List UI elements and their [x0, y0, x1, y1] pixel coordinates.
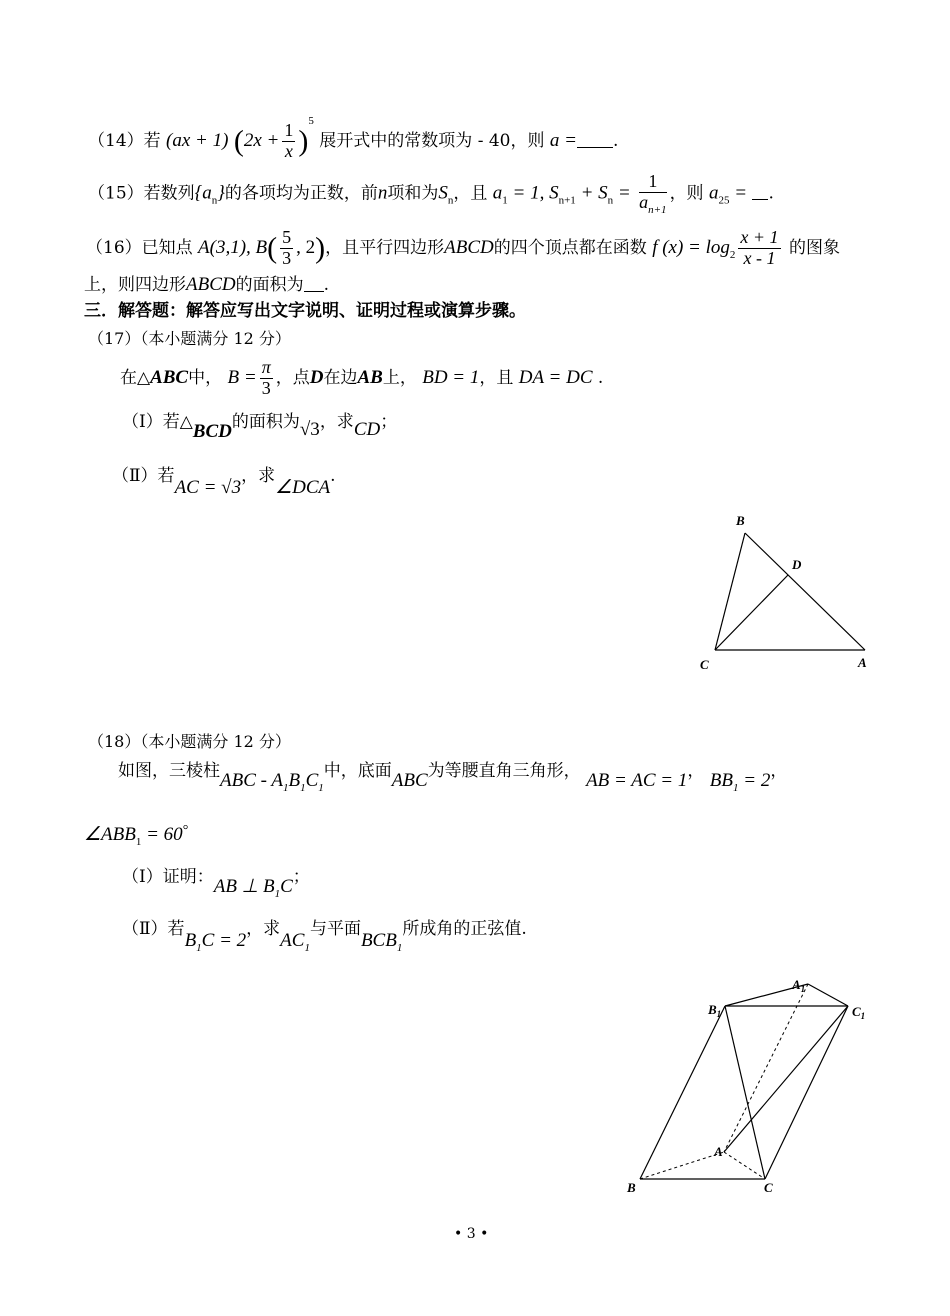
section3-heading: 三．解答题：解答应写出文字说明、证明过程或演算步骤。 [84, 301, 526, 321]
q18-l1b: 中，底面 [323, 761, 392, 781]
q18-angle-rest: = 60 [141, 824, 183, 845]
label-A1: $A_1$ [792, 977, 806, 994]
q17-p2e: . [330, 466, 336, 486]
q18-angle-a: ∠ABB [84, 824, 136, 845]
q18-p2f: 与平面 [309, 919, 361, 939]
q15-frac-den-sub: n+1 [648, 203, 667, 216]
q18-p2-ac1 [280, 930, 310, 954]
label-B: B [627, 1180, 636, 1195]
q18-angle [84, 823, 188, 849]
q17-p2d: ∠DCA [275, 477, 331, 498]
q15-cond1: = 1, S [507, 182, 559, 204]
paren-left: ( [267, 231, 278, 265]
q16-line2b: ABCD [186, 274, 236, 295]
edge-A-C [724, 1152, 765, 1179]
q14-frac-den: x [284, 141, 293, 161]
paren-right: ) [298, 124, 309, 158]
q18-p2a: （Ⅱ）若 [122, 919, 185, 939]
q17-statement [120, 358, 603, 399]
q15-number: （15）若数列 [88, 183, 195, 204]
q15-cond2-sub: n+1 [558, 194, 576, 207]
q16-bfrac-num: 5 [282, 227, 292, 247]
q17-l1b: 中， [188, 367, 223, 388]
q16-ffrac-den: x - 1 [743, 247, 776, 268]
q17-p1g: ； [380, 412, 398, 432]
q17-p1b: BCD [192, 421, 232, 442]
edge-CD [715, 575, 788, 650]
q17-p2c: ，求 [241, 466, 276, 486]
q18-prism [220, 770, 324, 794]
q18-comma2: ， [770, 761, 788, 781]
q17-p1a: （Ⅰ）若△ [122, 412, 193, 432]
edge-B1-C [725, 1006, 765, 1179]
q16-line2a: 上，则四边形 [84, 275, 186, 295]
q18-abc: ABC [391, 770, 428, 791]
q16-blank[interactable] [304, 275, 324, 292]
q17-header: （17）（本小题满分 12 分） [88, 329, 291, 348]
q17-l1a: 在△ [120, 367, 151, 388]
q17-p1c: 的面积为 [231, 412, 300, 432]
edge-A1-C1 [808, 984, 848, 1006]
page-number: • 3 • [454, 1226, 489, 1242]
q18-p2b-sub: 1 [196, 942, 202, 954]
q18-p2-plane [360, 930, 403, 954]
label-B1: $B_1$ [708, 1002, 722, 1019]
q18-p2d: ，求 [246, 919, 281, 939]
q15-seq-sub: n [211, 194, 218, 207]
q18-p1d: ； [292, 867, 310, 887]
q15-text4: ，则 [669, 183, 704, 204]
q18-eq1: AB = AC = 1 [586, 770, 688, 791]
q17-DA: DA = DC [518, 366, 593, 388]
q14-period: . [612, 131, 619, 151]
q18-p1a: （Ⅰ）证明： [122, 867, 214, 887]
q18-p1b-sub: 1 [274, 888, 281, 900]
q17-three: 3 [261, 377, 271, 398]
q15-text3: ，且 [453, 183, 488, 204]
q18-p2e: AC [280, 930, 305, 951]
q15-eq: = [729, 182, 748, 204]
q16-text1: ，且平行四边形 [325, 237, 445, 258]
q14-number: （14）若 [88, 131, 161, 151]
q17-frac [260, 358, 273, 399]
q15-S-sub: n [447, 194, 454, 207]
q17-abc: ABC [150, 366, 189, 388]
q17-p2b: AC = √3 [174, 477, 242, 498]
q18-part1 [122, 866, 310, 900]
q17-p1e: ，求 [319, 412, 354, 432]
q15-a1-sub: 1 [502, 194, 508, 207]
q16-line1 [86, 228, 840, 269]
label-A: A [714, 1144, 723, 1159]
q14-text: 展开式中的常数项为 - 40，则 [319, 131, 545, 151]
q16-ffrac-num: x + 1 [740, 227, 779, 247]
q17-l1c: ，点 [275, 367, 310, 388]
q18-p1c: C [280, 876, 293, 897]
q17-part1 [122, 411, 398, 442]
label-A: A [858, 655, 867, 670]
q17-l1g: . [597, 367, 604, 388]
q15-frac-den [639, 193, 666, 216]
q16-bfrac-den: 3 [282, 247, 292, 268]
q18-p1-expr [213, 876, 293, 900]
edge-BC [715, 533, 745, 650]
q15-text1: 的各项均为正数，前 [224, 183, 378, 204]
edge-B1-B [640, 1006, 725, 1179]
q16-line2c: 的面积为 [235, 275, 304, 295]
q17-p1d: √3 [299, 419, 320, 440]
q15-frac-num: 1 [639, 172, 666, 193]
q18-prism-a: ABC - A [220, 770, 283, 791]
q16-text2: 的四个顶点都在函数 [493, 237, 647, 258]
paren-right: ) [315, 231, 326, 265]
q17-part2 [112, 465, 336, 498]
q15-a25-sub: 25 [718, 194, 730, 207]
q18-l1a: 如图，三棱柱 [118, 761, 220, 781]
q18-p2g-sub: 1 [396, 942, 403, 954]
q16-bfrac [280, 228, 293, 269]
q18-p2-expr [184, 930, 247, 954]
q18-prism-sub3: 1 [318, 782, 324, 794]
q15-frac [639, 172, 666, 216]
q18-p2b: B [184, 930, 197, 951]
q15-n: n [377, 182, 388, 204]
q14-factor2: 2x + [243, 130, 280, 151]
label-C: C [764, 1180, 773, 1195]
label-D: D [792, 557, 802, 572]
q16-abcd: ABCD [444, 236, 494, 258]
q14-factor1: (ax + 1) [166, 130, 229, 151]
q18-bb1-sub: 1 [733, 782, 739, 794]
q18-l1c: 为等腰直角三角形， [427, 761, 581, 781]
q15-cond2: + S [575, 182, 608, 204]
q18-p2h: 所成角的正弦值. [402, 919, 527, 939]
q15-seq: {a [194, 182, 212, 204]
q15-frac-den-a: a [639, 191, 649, 212]
prism-figure [620, 960, 880, 1205]
q15-line [88, 172, 774, 216]
q18-bb1-a: BB [709, 770, 733, 791]
q16-text3: 的图象 [788, 237, 840, 258]
q16-number: （16）已知点 [86, 237, 193, 258]
label-C: C [700, 657, 709, 672]
q18-prism-b: B [288, 770, 301, 791]
q18-prism-sub2: 1 [300, 782, 306, 794]
q18-comma1: ， [687, 761, 705, 781]
q14-blank[interactable] [577, 131, 613, 148]
q16-func: f (x) = log [652, 236, 730, 258]
edge-B-A [640, 1152, 724, 1179]
edge-BA [745, 533, 865, 650]
q16-log-base: 2 [729, 248, 736, 261]
q18-prism-sub1: 1 [282, 782, 289, 794]
q15-period: . [768, 183, 774, 204]
q17-p1f: CD [353, 419, 381, 440]
q18-prism-c: C [305, 770, 319, 791]
q15-cond3-sub: n [607, 194, 614, 207]
q15-text2: 项和为 [387, 183, 439, 204]
q16-ffrac [738, 228, 780, 269]
q16-line2 [84, 274, 329, 297]
q17-BD: BD = 1 [422, 366, 480, 388]
q18-angle-deg: ° [182, 823, 189, 838]
q16-brest: , 2 [296, 236, 316, 258]
q17-l1f: ，且 [479, 367, 514, 388]
q18-p1b: AB ⊥ B [213, 876, 275, 897]
q17-B: B = [227, 366, 257, 388]
q17-D: D [309, 366, 324, 388]
q14-answer-var: a = [549, 130, 577, 151]
q15-blank[interactable] [752, 183, 768, 200]
q18-bb1 [709, 770, 771, 794]
q17-l1d: 在边 [323, 367, 358, 388]
q15-cond3: = [613, 182, 631, 204]
q14-frac-num: 1 [284, 120, 294, 141]
q18-angle-sub: 1 [135, 836, 142, 848]
label-B: B [736, 513, 745, 528]
q14-line [88, 115, 618, 162]
q14-frac [282, 121, 295, 162]
q17-p2a: （Ⅱ）若 [112, 466, 175, 486]
edge-C1-C [765, 1006, 848, 1179]
q17-l1e: 上， [382, 367, 417, 388]
q15-seq-end: } [217, 182, 225, 204]
q15-S: S [438, 182, 448, 204]
q18-p2e-sub: 1 [304, 942, 310, 954]
q16-points: A(3,1), B [198, 236, 268, 258]
q15-a1: a [492, 182, 503, 204]
q18-p2g: BCB [360, 930, 397, 951]
q17-pi: π [261, 357, 271, 377]
q18-part2 [122, 918, 527, 954]
paren-left: ( [233, 124, 244, 158]
q16-period: . [323, 275, 330, 295]
q18-bb1-rest: = 2 [738, 770, 771, 791]
q14-exponent: 5 [308, 115, 314, 127]
label-C1: $C_1$ [852, 1004, 866, 1021]
q18-statement [118, 760, 788, 794]
q17-AB: AB [357, 366, 383, 388]
q18-header: （18）（本小题满分 12 分） [88, 732, 291, 751]
q18-p2c: C = 2 [201, 930, 247, 951]
triangle-figure [690, 505, 890, 680]
q15-a25: a [708, 182, 719, 204]
